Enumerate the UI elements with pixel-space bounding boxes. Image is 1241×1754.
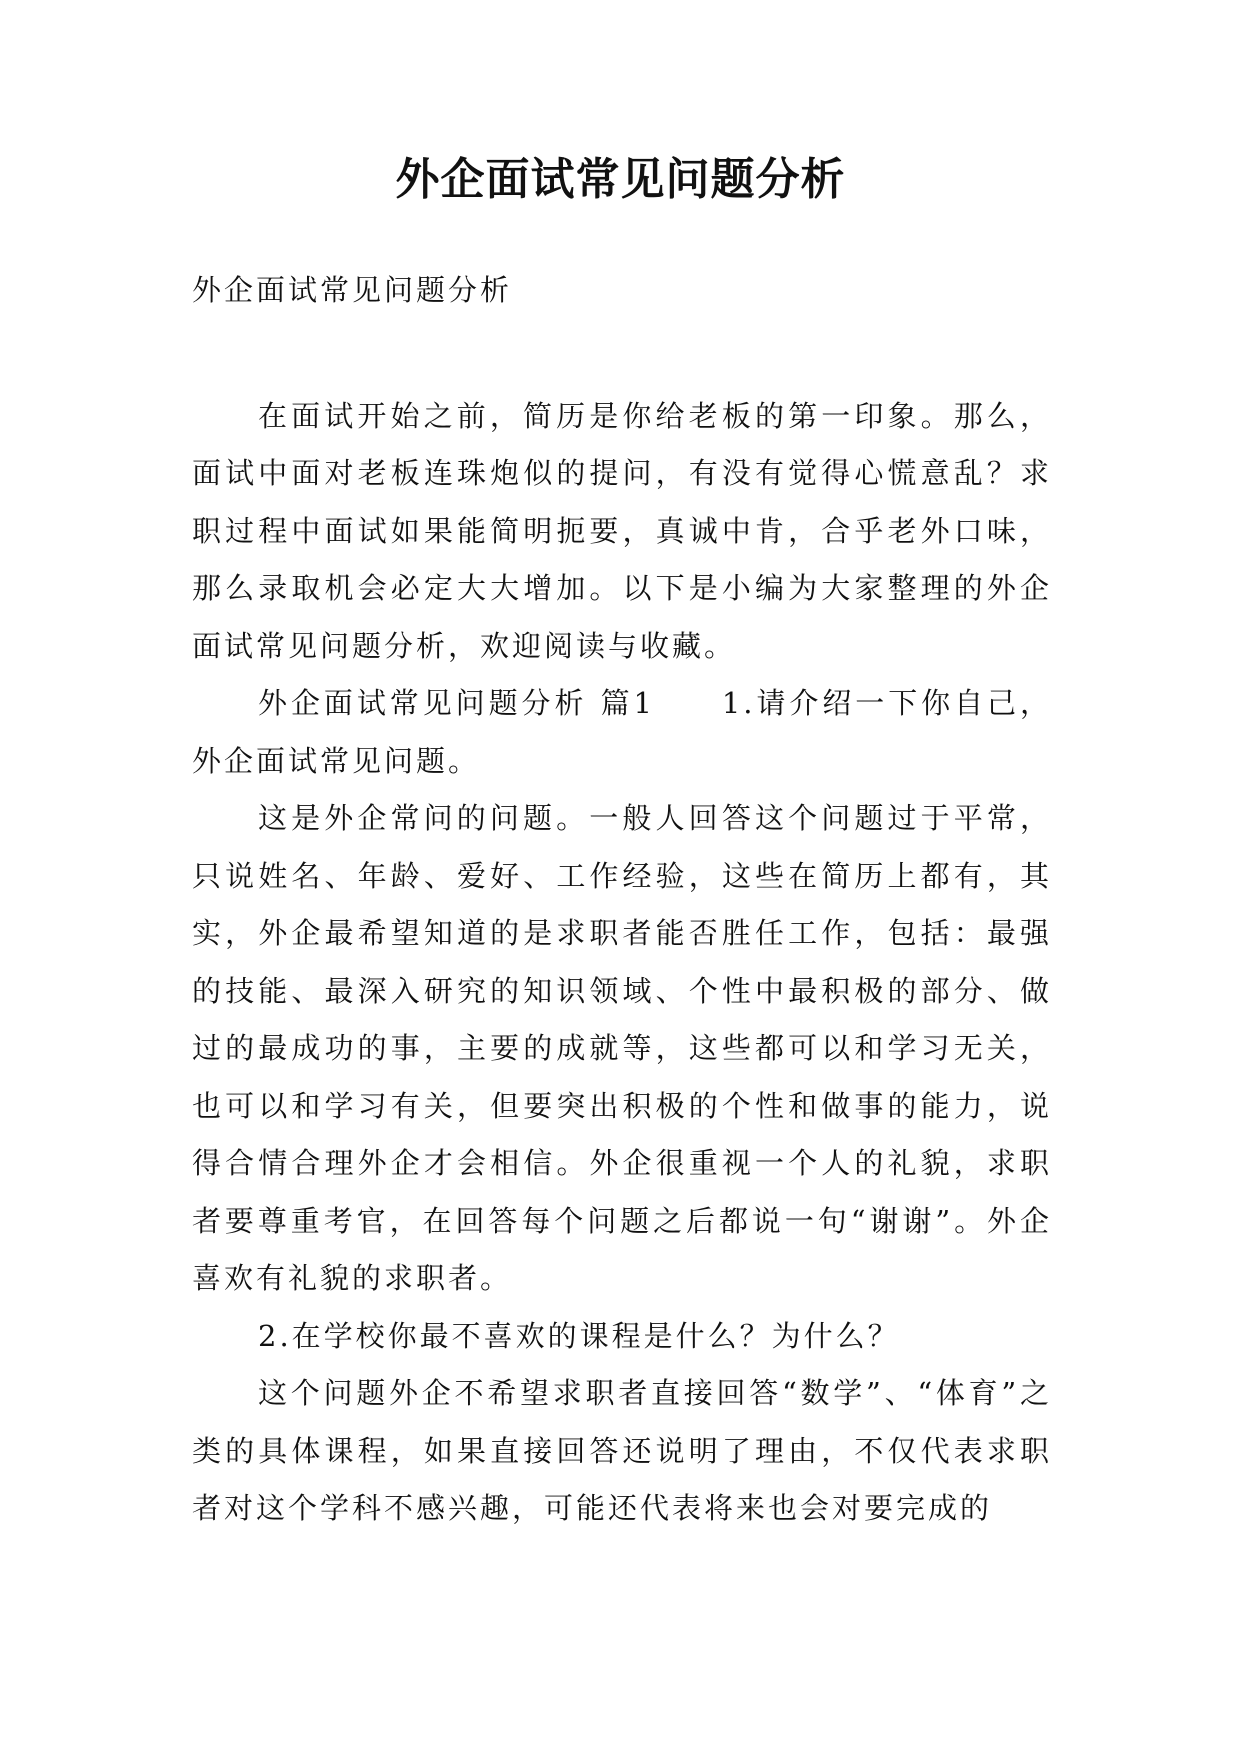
document-title: 外企面试常见问题分析 [395,154,846,205]
paragraph-answer-2: 这个问题外企不希望求职者直接回答“数学”、“体育”之类的具体课程，如果直接回答还说明了理由，不仅代表求职者对这个学科不感兴趣，可能还代表将来也会对要完成的 [192,1376,1052,1525]
paragraph-intro: 在面试开始之前，简历是你给老板的第一印象。那么，面试中面对老板连珠炮似的提问，有没有觉得心慌意乱？求职过程中面试如果能简明扼要，真诚中肯，合乎老外口味，那么录取机会必定大大增加。以下是小编为大家整理的外企面试常见问题分析，欢迎阅读与收藏。 [192,398,1052,663]
paragraph-answer-1: 这是外企常问的问题。一般人回答这个问题过于平常，只说姓名、年龄、爱好、工作经验，这些在简历上都有，其实，外企最希望知道的是求职者能否胜任工作，包括：最强的技能、最深入研究的知识领域、个性中最积极的部分、做过的最成功的事，主要的成就等，这些都可以和学习无关，也可以和学习有关，但要突出积极的个性和做事的能力，说得合情合理外企才会相信。外企很重视一个人的礼貌，求职者要尊重考官，在回答每个问题之后都说一句“谢谢”。外企喜欢有礼貌的求职者。 [192,801,1052,1295]
paragraph-question-1: 外企面试常见问题分析 篇1 1.请介绍一下你自己，外企面试常见问题。 [192,686,1052,778]
document-subtitle: 外企面试常见问题分析 [192,273,513,307]
paragraph-question-2: 2.在学校你最不喜欢的课程是什么？为什么？ [258,1318,900,1353]
document-body [192,262,1052,1538]
